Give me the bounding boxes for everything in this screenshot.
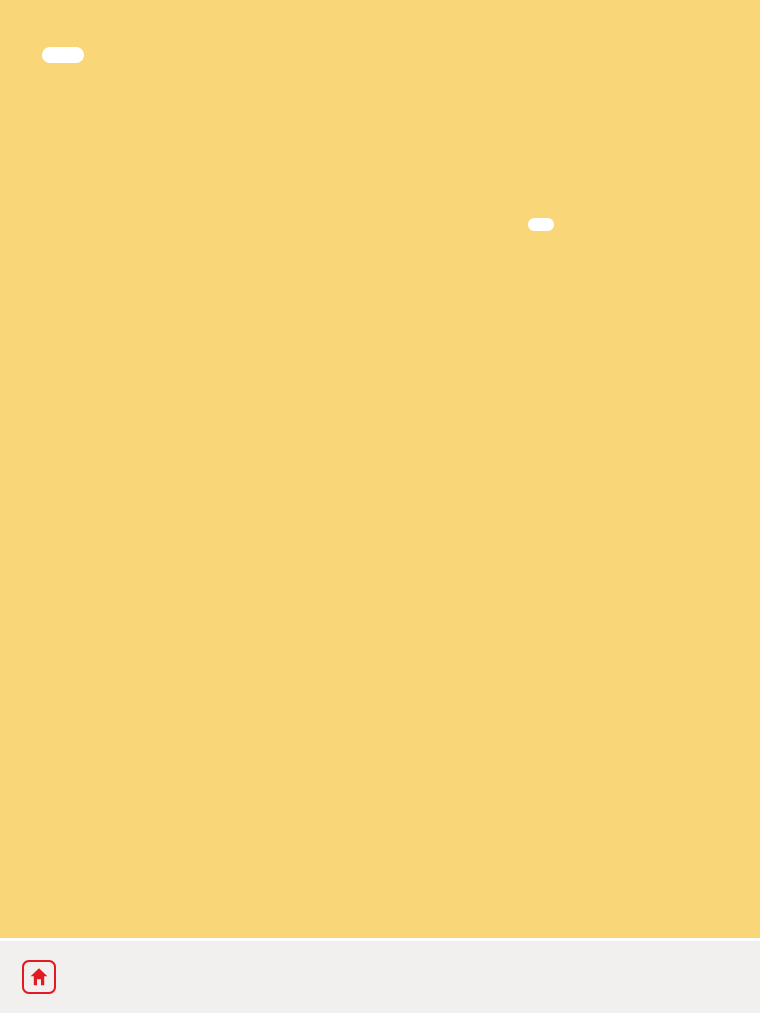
footnotes [42,828,722,845]
room-type-badge [42,47,84,63]
after-grants-label [528,218,554,231]
footer [0,938,760,1013]
hdb-logo [22,960,64,994]
hdb-house-logo-icon [22,960,56,994]
header [0,0,760,68]
project-list [0,86,760,718]
